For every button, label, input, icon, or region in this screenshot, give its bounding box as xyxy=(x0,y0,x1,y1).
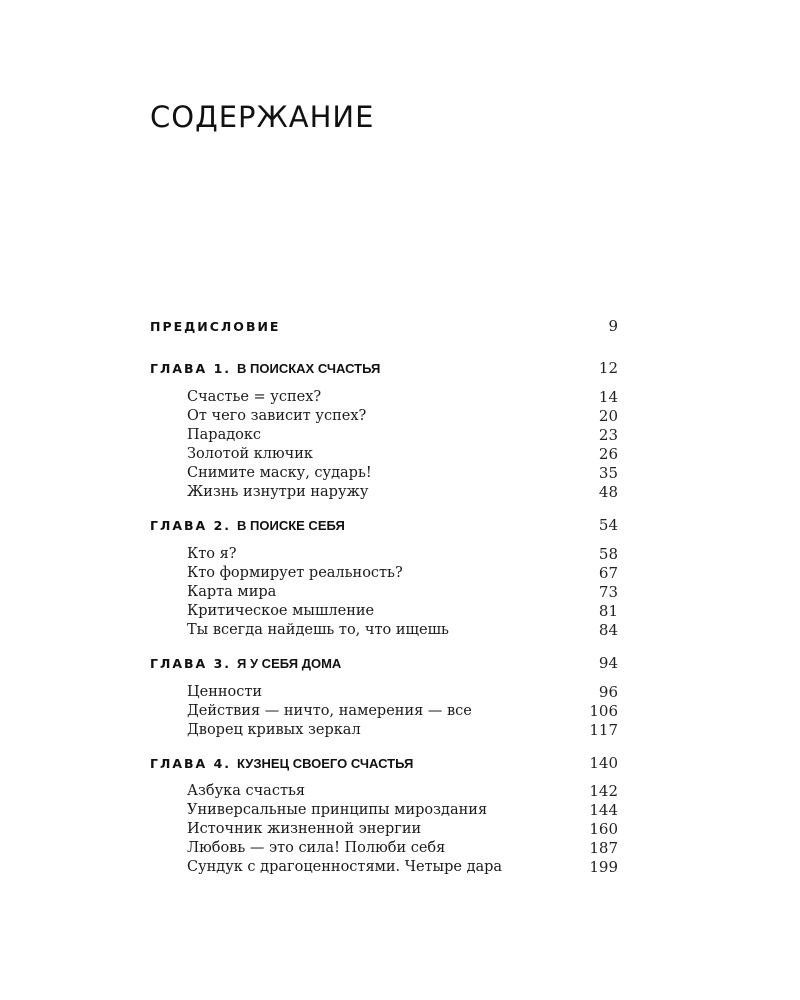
toc-section xyxy=(187,406,618,425)
toc-section xyxy=(187,444,618,463)
toc-preface xyxy=(150,315,618,337)
toc-section xyxy=(187,819,618,838)
section-title: Золотой ключик xyxy=(187,445,313,462)
section-page: 67 xyxy=(598,563,618,582)
section-page: 14 xyxy=(598,387,618,406)
section-title: Кто формирует реальность? xyxy=(187,564,403,581)
toc-section xyxy=(187,387,618,406)
toc-section xyxy=(187,800,618,819)
preface-label: ПРЕДИСЛОВИЕ xyxy=(150,318,281,334)
chapter-page: 12 xyxy=(598,359,618,377)
section-page: 26 xyxy=(598,444,618,463)
section-page: 117 xyxy=(589,720,618,739)
section-page: 160 xyxy=(589,819,618,838)
toc-section xyxy=(187,620,618,639)
toc-section xyxy=(187,482,618,501)
toc-section xyxy=(187,425,618,444)
chapter-label: ГЛАВА 3. xyxy=(150,655,232,671)
chapter-label: ГЛАВА 2. xyxy=(150,517,232,533)
section-page: 48 xyxy=(598,482,618,501)
chapter-page: 140 xyxy=(589,754,618,772)
section-title: Счастье = успех? xyxy=(187,388,322,405)
toc-chapter-4 xyxy=(150,752,618,774)
section-title: Ты всегда найдешь то, что ищешь xyxy=(187,621,449,638)
section-page: 20 xyxy=(598,406,618,425)
section-title: Сундук с драгоценностями. Четыре дара xyxy=(187,858,503,875)
toc-section xyxy=(187,838,618,857)
section-title: Снимите маску, сударь! xyxy=(187,464,372,481)
chapter-title: КУЗНЕЦ СВОЕГО СЧАСТЬЯ xyxy=(237,755,414,771)
section-page: 81 xyxy=(598,601,618,620)
toc-chapter-1 xyxy=(150,357,618,379)
chapter-label: ГЛАВА 1. xyxy=(150,360,232,376)
toc-section xyxy=(187,701,618,720)
toc-section xyxy=(187,563,618,582)
section-page: 106 xyxy=(589,701,618,720)
section-page: 199 xyxy=(589,857,618,876)
section-page: 35 xyxy=(598,463,618,482)
toc-section xyxy=(187,857,618,876)
section-title: Парадокс xyxy=(187,426,262,443)
chapter-title: Я У СЕБЯ ДОМА xyxy=(237,655,342,671)
section-page: 84 xyxy=(598,620,618,639)
toc-section xyxy=(187,544,618,563)
toc-chapter-3 xyxy=(150,652,618,674)
section-title: Кто я? xyxy=(187,545,237,562)
section-title: Источник жизненной энергии xyxy=(187,820,422,837)
section-title: Азбука счастья xyxy=(187,782,306,799)
chapter-label: ГЛАВА 4. xyxy=(150,755,232,771)
section-page: 23 xyxy=(598,425,618,444)
section-title: Действия — ничто, намерения — все xyxy=(187,702,472,719)
section-page: 73 xyxy=(598,582,618,601)
section-title: Дворец кривых зеркал xyxy=(187,721,361,738)
section-title: От чего зависит успех? xyxy=(187,407,367,424)
toc-section xyxy=(187,720,618,739)
section-title: Любовь — это сила! Полюби себя xyxy=(187,839,446,856)
chapter-title: В ПОИСКЕ СЕБЯ xyxy=(237,517,345,533)
section-title: Критическое мышление xyxy=(187,602,375,619)
section-title: Жизнь изнутри наружу xyxy=(187,483,369,500)
section-page: 96 xyxy=(598,682,618,701)
chapter-title: В ПОИСКАХ СЧАСТЬЯ xyxy=(237,360,381,376)
toc-section xyxy=(187,781,618,800)
section-title: Ценности xyxy=(187,683,263,700)
toc-title: СОДЕРЖАНИЕ xyxy=(150,100,375,134)
toc-chapter-2 xyxy=(150,514,618,536)
section-title: Карта мира xyxy=(187,583,277,600)
toc-section xyxy=(187,601,618,620)
toc-section xyxy=(187,582,618,601)
section-title: Универсальные принципы мироздания xyxy=(187,801,488,818)
chapter-page: 54 xyxy=(598,516,618,534)
section-page: 187 xyxy=(589,838,618,857)
section-page: 142 xyxy=(589,781,618,800)
toc-section xyxy=(187,682,618,701)
section-page: 144 xyxy=(589,800,618,819)
chapter-page: 94 xyxy=(598,654,618,672)
section-page: 58 xyxy=(598,544,618,563)
toc-section xyxy=(187,463,618,482)
preface-page: 9 xyxy=(608,317,618,335)
